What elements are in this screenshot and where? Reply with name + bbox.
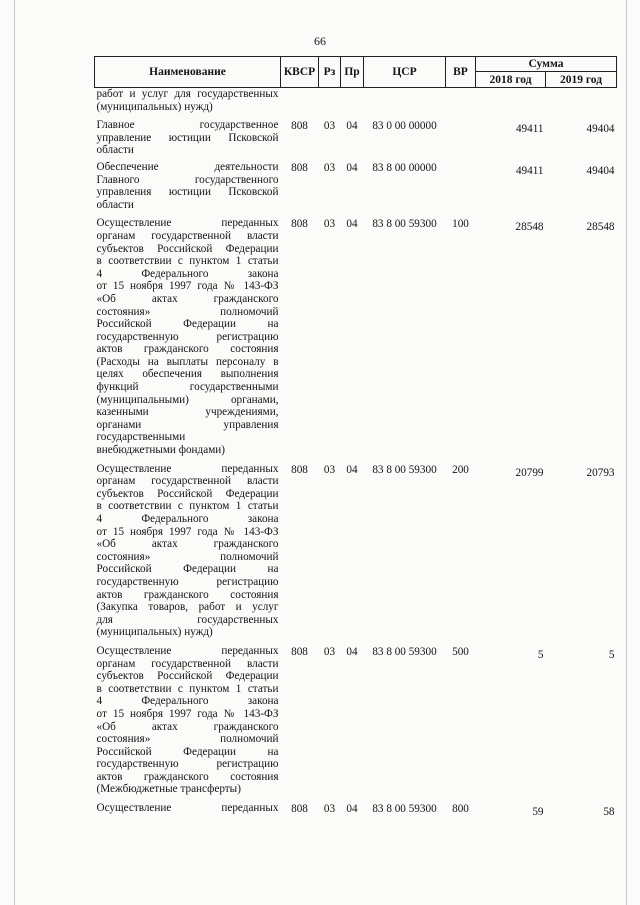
table-row [95, 645, 617, 802]
row-amount-2019: 49404 [586, 123, 615, 136]
row-kvsr: 808 [291, 463, 308, 476]
row-name-line: «Об актах гражданского [96, 538, 279, 551]
row-name [95, 88, 281, 120]
row-pr: 04 [346, 161, 358, 174]
row-pr: 04 [346, 120, 358, 133]
row-csr: 83 8 00 59300 [372, 218, 437, 231]
row-name-line: (муниципальными) органами, [96, 393, 279, 406]
row-amount-2018: 20799 [515, 466, 544, 479]
row-name-line: Российской Федерации на [96, 563, 279, 576]
row-name-line: «Об актах гражданского [96, 720, 279, 733]
row-name-line: органам государственной власти [96, 229, 279, 242]
row-name-line: Российской Федерации на [96, 318, 279, 331]
row-rz: 03 [323, 218, 336, 231]
row-pr: 04 [346, 218, 358, 231]
row-csr: 83 0 00 00000 [372, 120, 437, 133]
header-2019: 2019 год [546, 72, 617, 88]
row-name-line: от 15 ноября 1997 года № 143-ФЗ [96, 280, 279, 293]
row-rz: 03 [323, 161, 336, 174]
header-vr: ВР [446, 57, 476, 88]
row-rz [319, 88, 341, 120]
row-rz: 03 [323, 120, 336, 133]
table-row [95, 119, 617, 161]
row-name [95, 119, 281, 161]
row-vr [446, 119, 476, 161]
row-name-line: управление юстиции Псковской [96, 131, 279, 144]
row-amount-2019: 5 [608, 648, 615, 661]
row-name-line: актов гражданского состояния [96, 588, 279, 601]
row-name-line: казенными учреждениями, [96, 406, 279, 419]
row-pr [341, 88, 364, 120]
row-name-line: в соответствии с пунктом 1 статьи [96, 500, 279, 513]
row-name-line: Осуществление переданных [96, 802, 279, 815]
row-rz: 03 [323, 803, 336, 816]
row-amount-2018: 49411 [515, 123, 544, 136]
row-name-line: государственную регистрацию [96, 330, 279, 343]
row-name-line: 4 Федерального закона [96, 267, 279, 280]
row-name-line: от 15 ноября 1997 года № 143-ФЗ [96, 707, 279, 720]
row-vr: 200 [452, 463, 469, 476]
row-name-line: (Межбюджетные трансферты) [96, 783, 241, 796]
row-pr: 04 [346, 463, 358, 476]
row-name-line: Обеспечение деятельности [96, 160, 279, 173]
row-name-line: органам государственной власти [96, 657, 279, 670]
row-name-line: Осуществление переданных [96, 462, 279, 475]
row-rz: 03 [323, 463, 336, 476]
row-vr: 500 [452, 645, 469, 658]
row-name-line: для государственных [96, 613, 279, 626]
row-vr: 100 [452, 218, 469, 231]
row-name-line: (Закупка товаров, работ и услуг [96, 601, 279, 614]
header-name: Наименование [95, 57, 281, 88]
row-name-line: «Об актах гражданского [96, 292, 279, 305]
row-name-line: функций государственными [96, 381, 279, 394]
row-kvsr [281, 88, 319, 120]
budget-table [94, 56, 617, 819]
row-name [95, 463, 281, 645]
header-kvsr: КВСР [281, 57, 319, 88]
scan-edge-right [626, 0, 627, 905]
table-header [95, 57, 617, 88]
page-number: 66 [314, 34, 326, 48]
row-amount-2018: 28548 [515, 221, 544, 234]
row-name-line: (муниципальных) нужд) [96, 100, 213, 113]
row-kvsr: 808 [291, 645, 308, 658]
row-name [95, 645, 281, 802]
row-amount-2019 [546, 88, 617, 120]
row-vr: 800 [452, 803, 469, 816]
row-name [95, 802, 281, 819]
row-name-line: состояния» полномочий [96, 733, 279, 746]
row-kvsr: 808 [291, 218, 308, 231]
row-amount-2019: 58 [603, 806, 615, 819]
row-amount-2018: 49411 [515, 164, 544, 177]
header-rz: Рз [319, 57, 341, 88]
row-rz: 03 [323, 645, 336, 658]
table-row [95, 463, 617, 645]
row-name-line: государственную регистрацию [96, 758, 279, 771]
row-csr: 83 8 00 59300 [372, 463, 437, 476]
row-amount-2018 [476, 88, 546, 120]
row-name-line: в соответствии с пунктом 1 статьи [96, 255, 279, 268]
row-name-line: внебюджетными фондами) [96, 444, 225, 457]
row-name-line: Главное государственное [96, 119, 279, 132]
row-amount-2019: 28548 [586, 221, 615, 234]
row-name-line: целях обеспечения выполнения [96, 368, 279, 381]
row-name-line: государственными [96, 431, 186, 444]
row-vr [446, 161, 476, 217]
header-sum: Сумма [476, 57, 617, 72]
row-amount-2019: 20793 [586, 466, 615, 479]
scan-edge-left [14, 0, 15, 905]
row-kvsr: 808 [291, 120, 308, 133]
table-body [95, 88, 617, 819]
row-csr [364, 88, 446, 120]
row-name-line: Осуществление переданных [96, 217, 279, 230]
row-csr: 83 8 00 59300 [372, 803, 437, 816]
row-name-line: области [96, 144, 134, 157]
row-name-line: субъектов Российской Федерации [96, 670, 279, 683]
row-name-line: работ и услуг для государственных [96, 88, 279, 100]
row-amount-2018: 59 [532, 806, 544, 819]
row-kvsr: 808 [291, 161, 308, 174]
row-name-line: состояния» полномочий [96, 305, 279, 318]
row-name-line: актов гражданского состояния [96, 343, 279, 356]
row-name-line: субъектов Российской Федерации [96, 487, 279, 500]
row-name-line: в соответствии с пунктом 1 статьи [96, 682, 279, 695]
row-csr: 83 8 00 59300 [372, 645, 437, 658]
header-csr: ЦСР [364, 57, 446, 88]
row-amount-2018: 5 [537, 648, 544, 661]
row-name [95, 161, 281, 217]
row-pr: 04 [346, 645, 358, 658]
header-2018: 2018 год [476, 72, 546, 88]
row-name-line: от 15 ноября 1997 года № 143-ФЗ [96, 525, 279, 538]
row-name-line: органами управления [96, 418, 279, 431]
row-name-line: (Расходы на выплаты персоналу в [96, 355, 279, 368]
row-name-line: 4 Федерального закона [96, 695, 279, 708]
row-pr: 04 [346, 803, 358, 816]
row-name-line: 4 Федерального закона [96, 513, 279, 525]
row-name-line: управления юстиции Псковской [96, 186, 279, 199]
header-pr: Пр [341, 57, 364, 88]
row-name-line: субъектов Российской Федерации [96, 242, 279, 255]
table-row [95, 802, 617, 819]
row-vr [446, 88, 476, 120]
row-csr: 83 8 00 00000 [372, 161, 437, 174]
table-row [95, 217, 617, 462]
row-kvsr: 808 [291, 803, 308, 816]
table-row [95, 88, 617, 120]
row-name-line: Осуществление переданных [96, 644, 279, 657]
row-name-line: актов гражданского состояния [96, 770, 279, 783]
row-name-line: состояния» полномочий [96, 550, 279, 563]
row-name-line: государственную регистрацию [96, 575, 279, 588]
row-name [95, 217, 281, 462]
table-row [95, 161, 617, 217]
row-amount-2019: 49404 [586, 164, 615, 177]
row-name-line: Российской Федерации на [96, 745, 279, 758]
row-name-line: органам государственной власти [96, 475, 279, 488]
row-name-line: Главного государственного [96, 173, 279, 186]
row-name-line: (муниципальных) нужд) [96, 626, 213, 639]
row-name-line: области [96, 198, 134, 211]
